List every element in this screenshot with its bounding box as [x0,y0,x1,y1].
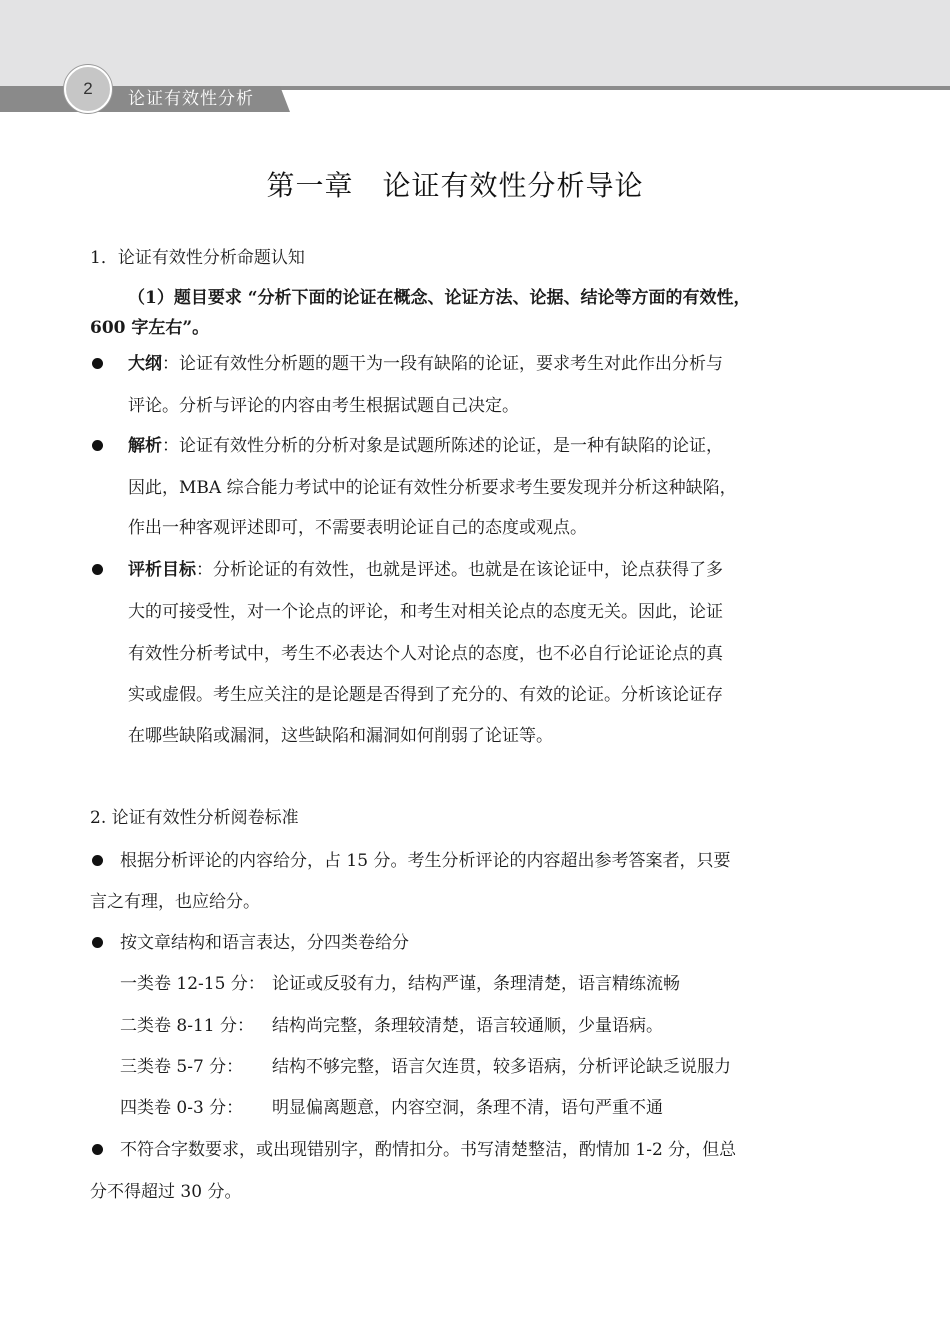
grade-label: 一类卷 12-15 分： [120,974,265,994]
grade-desc: 结构不够完整，语言欠连贯，较多语病，分析评论缺乏说服力 [272,1057,731,1077]
grade-label: 四类卷 0-3 分： [120,1098,244,1118]
analysis-label: 解析 [128,436,162,456]
section1-heading: 1．论证有效性分析命题认知 [90,248,305,268]
bullet-icon [92,1144,103,1155]
grade-desc: 明显偏离题意，内容空洞，条理不清，语句严重不通 [272,1098,663,1118]
goal-line-5: 在哪些缺陷或漏洞，这些缺陷和漏洞如何削弱了论证等。 [128,726,553,746]
section2-heading: 2. 论证有效性分析阅卷标准 [90,808,299,828]
requirement-line-2: 600 字左右”。 [90,318,210,338]
grade-row [120,1055,731,1079]
grade-desc: 结构尚完整，条理较清楚，语言较通顺，少量语病。 [272,1016,663,1036]
header-band [0,0,950,86]
bullet-icon [92,564,103,575]
grade-row [120,1014,663,1038]
outline-line-1 [128,352,723,376]
running-title: 论证有效性分析 [128,89,254,109]
goal-line-3: 有效性分析考试中，考生不必表达个人对论点的态度，也不必自行论证论点的真 [128,644,723,664]
outline-text: ：论证有效性分析题的题干为一段有缺陷的论证，要求考生对此作出分析与 [162,354,723,374]
analysis-line-2: 因此，MBA 综合能力考试中的论证有效性分析要求考生要发现并分析这种缺陷， [128,478,737,498]
scoring-line-1: 根据分析评论的内容给分，占 15 分。考生分析评论的内容超出参考答案者，只要 [120,851,731,871]
bullet-icon [92,855,103,866]
analysis-line-3: 作出一种客观评述即可，不需要表明论证自己的态度或观点。 [128,518,587,538]
analysis-text: ：论证有效性分析的分析对象是试题所陈述的论证，是一种有缺陷的论证， [162,436,723,456]
bullet-icon [92,440,103,451]
grade-desc: 论证或反驳有力，结构严谨，条理清楚，语言精练流畅 [272,974,680,994]
outline-line-2: 评论。分析与评论的内容由考生根据试题自己决定。 [128,396,519,416]
goal-text: ：分析论证的有效性，也就是评述。也就是在该论证中，论点获得了多 [196,560,723,580]
outline-label: 大纲 [128,354,162,374]
analysis-line-1 [128,434,723,458]
grade-label: 二类卷 8-11 分： [120,1016,254,1036]
chapter-title: 第一章 论证有效性分析导论 [266,169,644,202]
scoring-line-2: 言之有理，也应给分。 [90,892,260,912]
bullet-icon [92,358,103,369]
goal-line-2: 大的可接受性，对一个论点的评论，和考生对相关论点的态度无关。因此，论证 [128,602,723,622]
goal-label: 评析目标 [128,560,196,580]
grade-row [120,972,680,996]
page-number: 2 [64,65,112,113]
goal-line-1 [128,558,723,582]
bullet-icon [92,937,103,948]
wordcount-line-1: 不符合字数要求，或出现错别字，酌情扣分。书写清楚整洁，酌情加 1-2 分，但总 [120,1140,737,1160]
wordcount-line-2: 分不得超过 30 分。 [90,1182,242,1202]
goal-line-4: 实或虚假。考生应关注的是论题是否得到了充分的、有效的论证。分析该论证存 [128,685,723,705]
grade-label: 三类卷 5-7 分： [120,1057,244,1077]
requirement-line-1: （1）题目要求 “分析下面的论证在概念、论证方法、论据、结论等方面的有效性， [128,288,751,308]
grading-intro: 按文章结构和语言表达，分四类卷给分 [120,933,409,953]
grade-row [120,1096,663,1120]
